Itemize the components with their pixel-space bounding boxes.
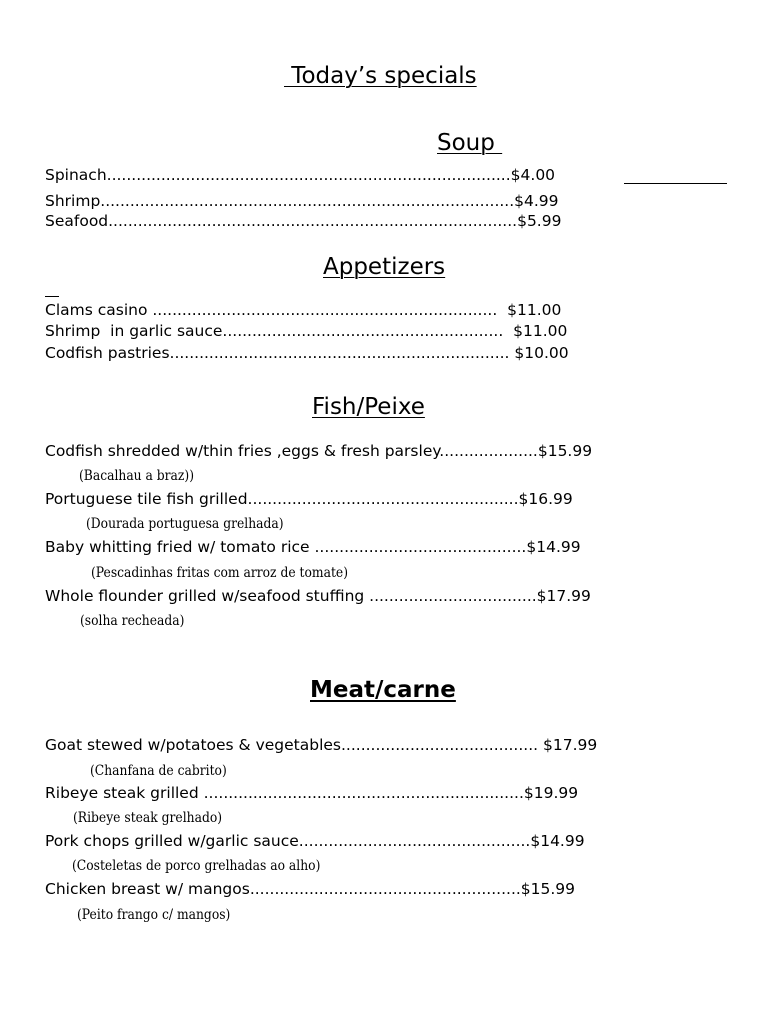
divider-line bbox=[45, 296, 59, 297]
page-title: Today’s specials bbox=[284, 63, 477, 89]
menu-item-translation: (Pescadinhas fritas com arroz de tomate) bbox=[91, 565, 349, 581]
menu-item-spinach: Spinach..................................................................................$4.00 bbox=[45, 166, 556, 184]
menu-item-codfish-shredded: Codfish shredded w/thin fries ,eggs & fresh parsley....................$15.99 bbox=[45, 442, 593, 460]
menu-item-baby-whitting: Baby whitting fried w/ tomato rice ...........................................$14.99 bbox=[45, 538, 581, 556]
menu-item-translation: (solha recheada) bbox=[80, 613, 185, 629]
menu-item-clams-casino: Clams casino ...................................................................... $11.00 bbox=[45, 301, 562, 319]
menu-item-tile-fish: Portuguese tile fish grilled.......................................................$16.99 bbox=[45, 490, 573, 508]
menu-item-shrimp-garlic: Shrimp in garlic sauce......................................................... $11.00 bbox=[45, 322, 568, 340]
section-heading-fish: Fish/Peixe bbox=[312, 394, 425, 420]
menu-item-translation: (Dourada portuguesa grelhada) bbox=[86, 516, 284, 532]
menu-item-translation: (Peito frango c/ mangos) bbox=[77, 907, 231, 923]
menu-item-shrimp: Shrimp....................................................................................$4.99 bbox=[45, 192, 559, 210]
menu-item-translation: (Chanfana de cabrito) bbox=[90, 763, 227, 779]
menu-item-chicken-breast: Chicken breast w/ mangos.......................................................$15.99 bbox=[45, 880, 576, 898]
divider-line bbox=[624, 183, 727, 184]
menu-item-pork-chops: Pork chops grilled w/garlic sauce...............................................$14.99 bbox=[45, 832, 585, 850]
menu-item-seafood: Seafood...................................................................................$5.99 bbox=[45, 212, 562, 230]
menu-item-whole-flounder: Whole flounder grilled w/seafood stuffing ..................................$17.99 bbox=[45, 587, 591, 605]
menu-item-translation: (Bacalhau a braz)) bbox=[79, 468, 195, 484]
menu-item-goat-stewed: Goat stewed w/potatoes & vegetables........................................ $17.99 bbox=[45, 736, 598, 754]
section-heading-meat: Meat/carne bbox=[310, 677, 456, 703]
menu-item-codfish-pastries: Codfish pastries..................................................................... $10.00 bbox=[45, 344, 569, 362]
section-heading-appetizers: Appetizers bbox=[323, 254, 446, 280]
menu-item-translation: (Costeletas de porco grelhadas ao alho) bbox=[72, 858, 321, 874]
menu-item-translation: (Ribeye steak grelhado) bbox=[73, 810, 223, 826]
menu-item-ribeye-steak: Ribeye steak grilled .................................................................$19.99 bbox=[45, 784, 579, 802]
section-heading-soup: Soup bbox=[437, 130, 503, 156]
